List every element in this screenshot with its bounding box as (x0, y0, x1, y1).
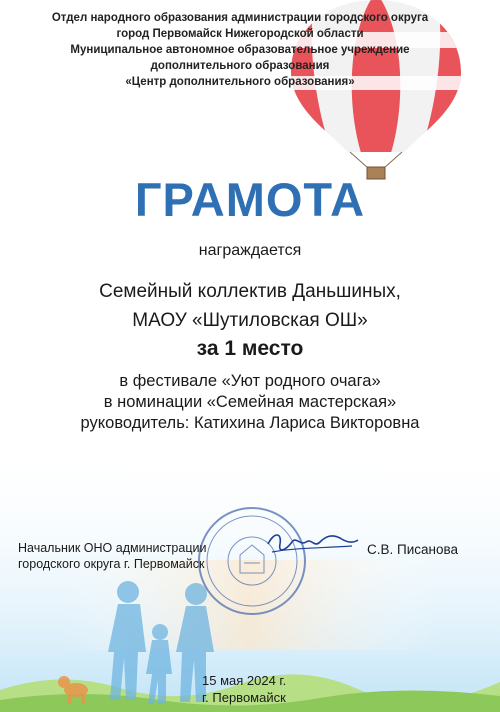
signatory-position-line: городского округа г. Первомайск (18, 557, 205, 571)
supervisor-line: руководитель: Катихина Лариса Викторовна (80, 414, 420, 432)
header-line: Отдел народного образования администрации городского округа (51, 12, 429, 24)
header-line: город Первомайск Нижегородской области (116, 28, 364, 40)
signatory-name: С.В. Писанова (367, 542, 458, 557)
recipient-school: МАОУ «Шутиловская ОШ» (132, 310, 368, 331)
header-line: Муниципальное автономное образовательное учреждение (70, 44, 410, 56)
award-place: за 1 место (196, 337, 304, 360)
issuer-header (40, 10, 440, 90)
awarded-label: награждается (198, 242, 302, 259)
header-line: дополнительного образования (150, 60, 330, 72)
certificate-title: ГРАМОТА (134, 173, 366, 226)
issue-info (202, 672, 286, 706)
nomination-line: в номинации «Семейная мастерская» (103, 393, 397, 411)
signatory-position-line: Начальник ОНО администрации (18, 541, 207, 555)
issue-date: 15 мая 2024 г. (202, 673, 287, 688)
header-line: «Центр дополнительного образования» (125, 76, 355, 88)
festival-line: в фестивале «Уют родного очага» (119, 372, 381, 390)
issue-place: г. Первомайск (202, 690, 286, 705)
recipient-name: Семейный коллектив Даньшиных, (99, 281, 401, 302)
